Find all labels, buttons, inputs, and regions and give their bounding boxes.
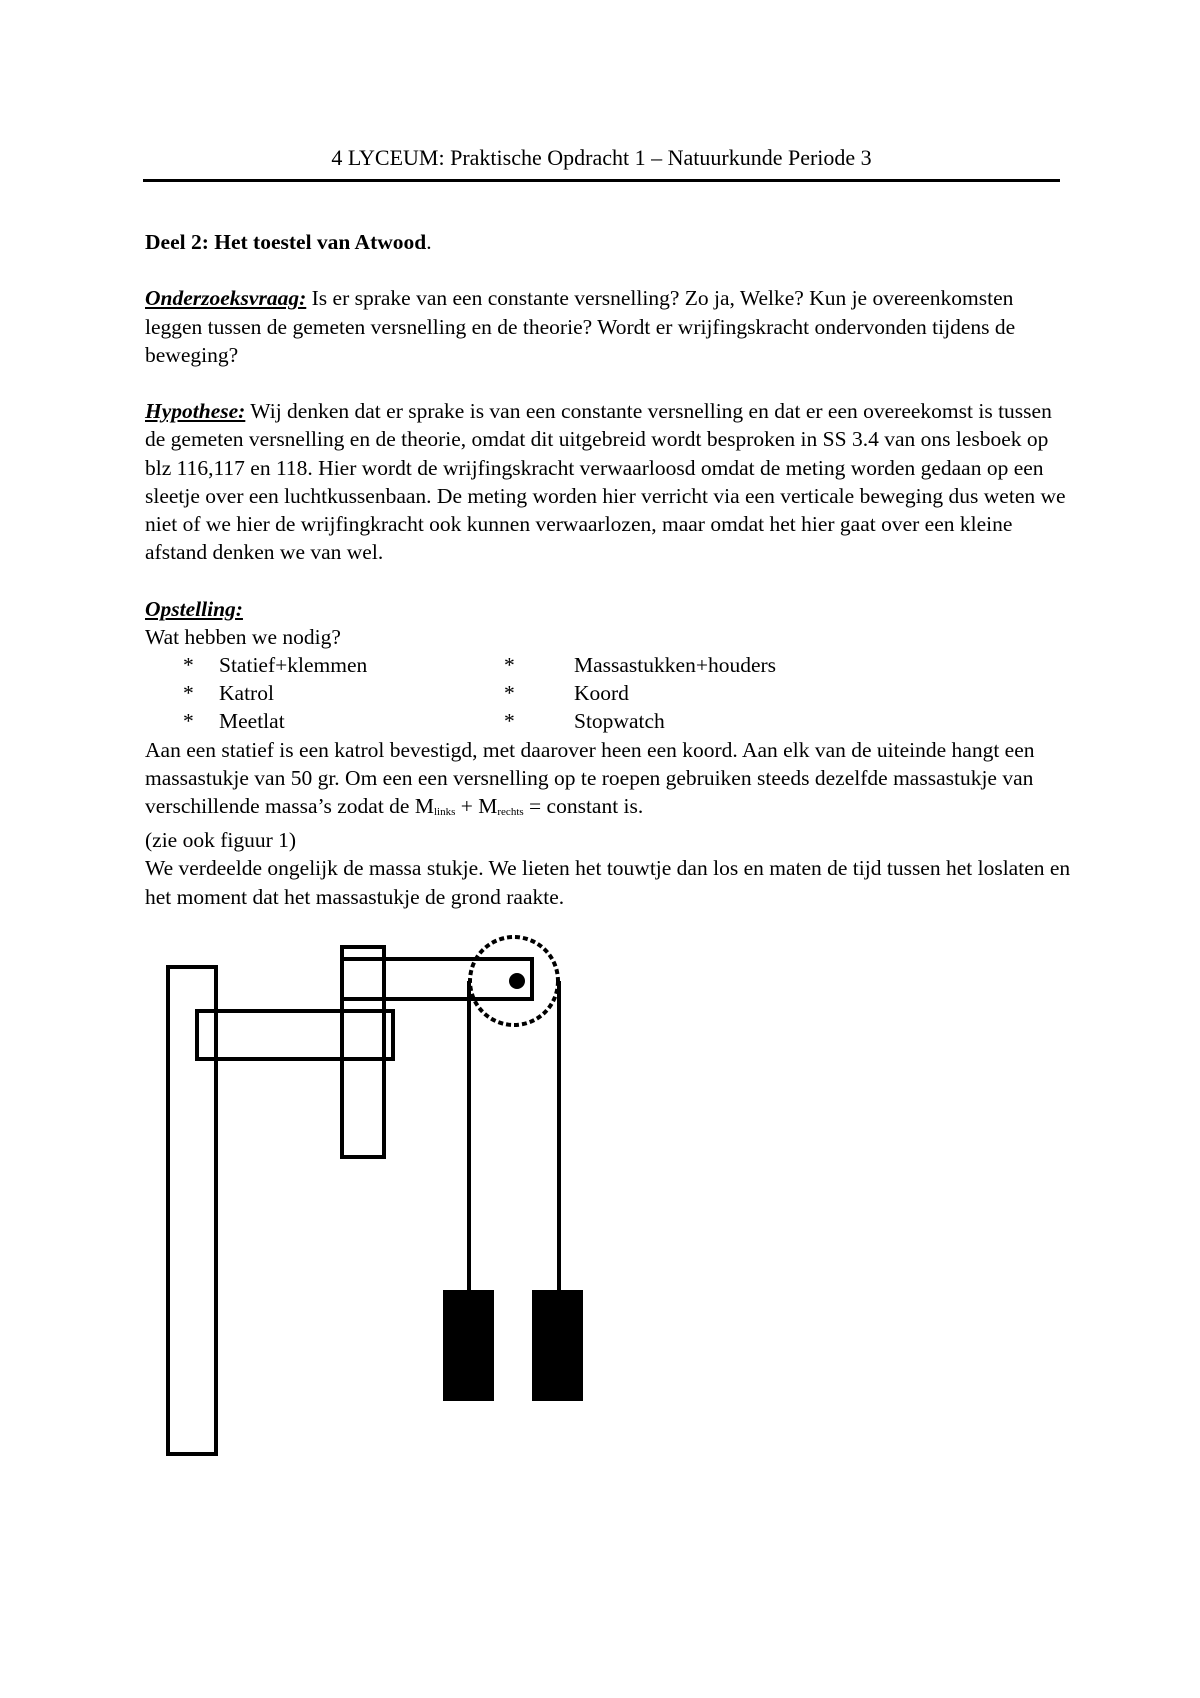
setup-paragraph-1 [145,736,1075,827]
list-item [145,679,1075,707]
pulley-wheel [470,937,558,1025]
pulley-axle [509,973,525,989]
document-body [145,228,1075,911]
list-item-left: Meetlat [219,709,285,734]
stand-pole [168,967,216,1454]
section-heading-period: . [426,230,432,254]
upper-clamp-post [342,947,384,1157]
list-bullet: * [183,653,194,677]
mass-left [443,1290,494,1401]
setup-paragraph-1-a: Aan een statief is een katrol bevestigd, met daarover heen een koord. Aan elk van de uiteinde hangt een massastukje van 50 gr. Om een een versnelling op te roepen gebruiken steeds dezelfde massastukje van verschillende massa’s zodat de M [145,737,1035,818]
setup-paragraph-2: We verdeelde ongelijk de massa stukje. We lieten het touwtje dan los en maten de tijd tussen het loslaten en het moment dat het massastukje de grond raakte. [145,856,1071,909]
section-heading-text: Deel 2: Het toestel van Atwood [145,230,427,254]
mass-right [532,1290,583,1401]
list-item-right: Massastukken+houders [574,653,777,677]
section-heading [145,228,1075,256]
list-bullet: * [183,709,194,734]
figure-reference: (zie ook figuur 1) [145,828,297,853]
list-item [145,707,1075,735]
list-bullet: * [504,681,515,706]
subscript-links: links [433,805,456,818]
setup-paragraph-1-c: = constant is. [523,793,644,818]
header-title: 4 LYCEUM: Praktische Opdracht 1 – Natuurkunde Periode 3 [331,145,872,170]
pulley-arm [342,959,532,999]
page-header [143,143,1060,182]
research-question-label: Onderzoeksvraag: [145,286,307,311]
list-bullet: * [183,681,194,706]
setup-question: Wat hebben we nodig? [145,624,341,649]
research-question-text: Is er sprake van een constante versnelling? Zo ja, Welke? Kun je overeenkomsten leggen tussen de gemeten versnelling en de theorie? Wordt er wrijfingskracht ondervonden tijdens de beweging? [145,286,1016,367]
list-item [145,651,1075,679]
list-item-left: Statief+klemmen [219,653,368,677]
list-item-right: Stopwatch [574,709,665,734]
list-item-left: Katrol [219,681,274,706]
list-bullet: * [504,653,515,677]
list-item-right: Koord [574,681,629,706]
hypothesis-text: Wij denken dat er sprake is van een constante versnelling en dat er een overeekomst is tussen de gemeten versnelling en de theorie, omdat dit uitgebreid wordt besproken in SS 3.4 van ons lesboek op blz 116,117 en 118. Hier wordt de wrijfingskracht verwaarloosd omdat de meting worden gedaan op een sleetje over een luchtkussenbaan. De meting worden hier verricht via een verticale beweging dus weten we niet of we hier de wrijfingkracht ook kunnen verwaarlozen, maar omdat het hier gaat over een kleine afstand denken we van wel. [145,399,1066,565]
list-bullet: * [504,709,515,734]
setup-label: Opstelling: [145,596,243,621]
subscript-rechts: rechts [497,805,524,818]
horizontal-clamp [197,1011,393,1059]
hypothesis-label: Hypothese: [145,399,246,424]
hypothesis-paragraph [145,397,1075,566]
research-question-paragraph [145,284,1075,369]
setup-paragraph-1-b: + M [455,793,498,818]
setup-heading [145,595,1075,623]
